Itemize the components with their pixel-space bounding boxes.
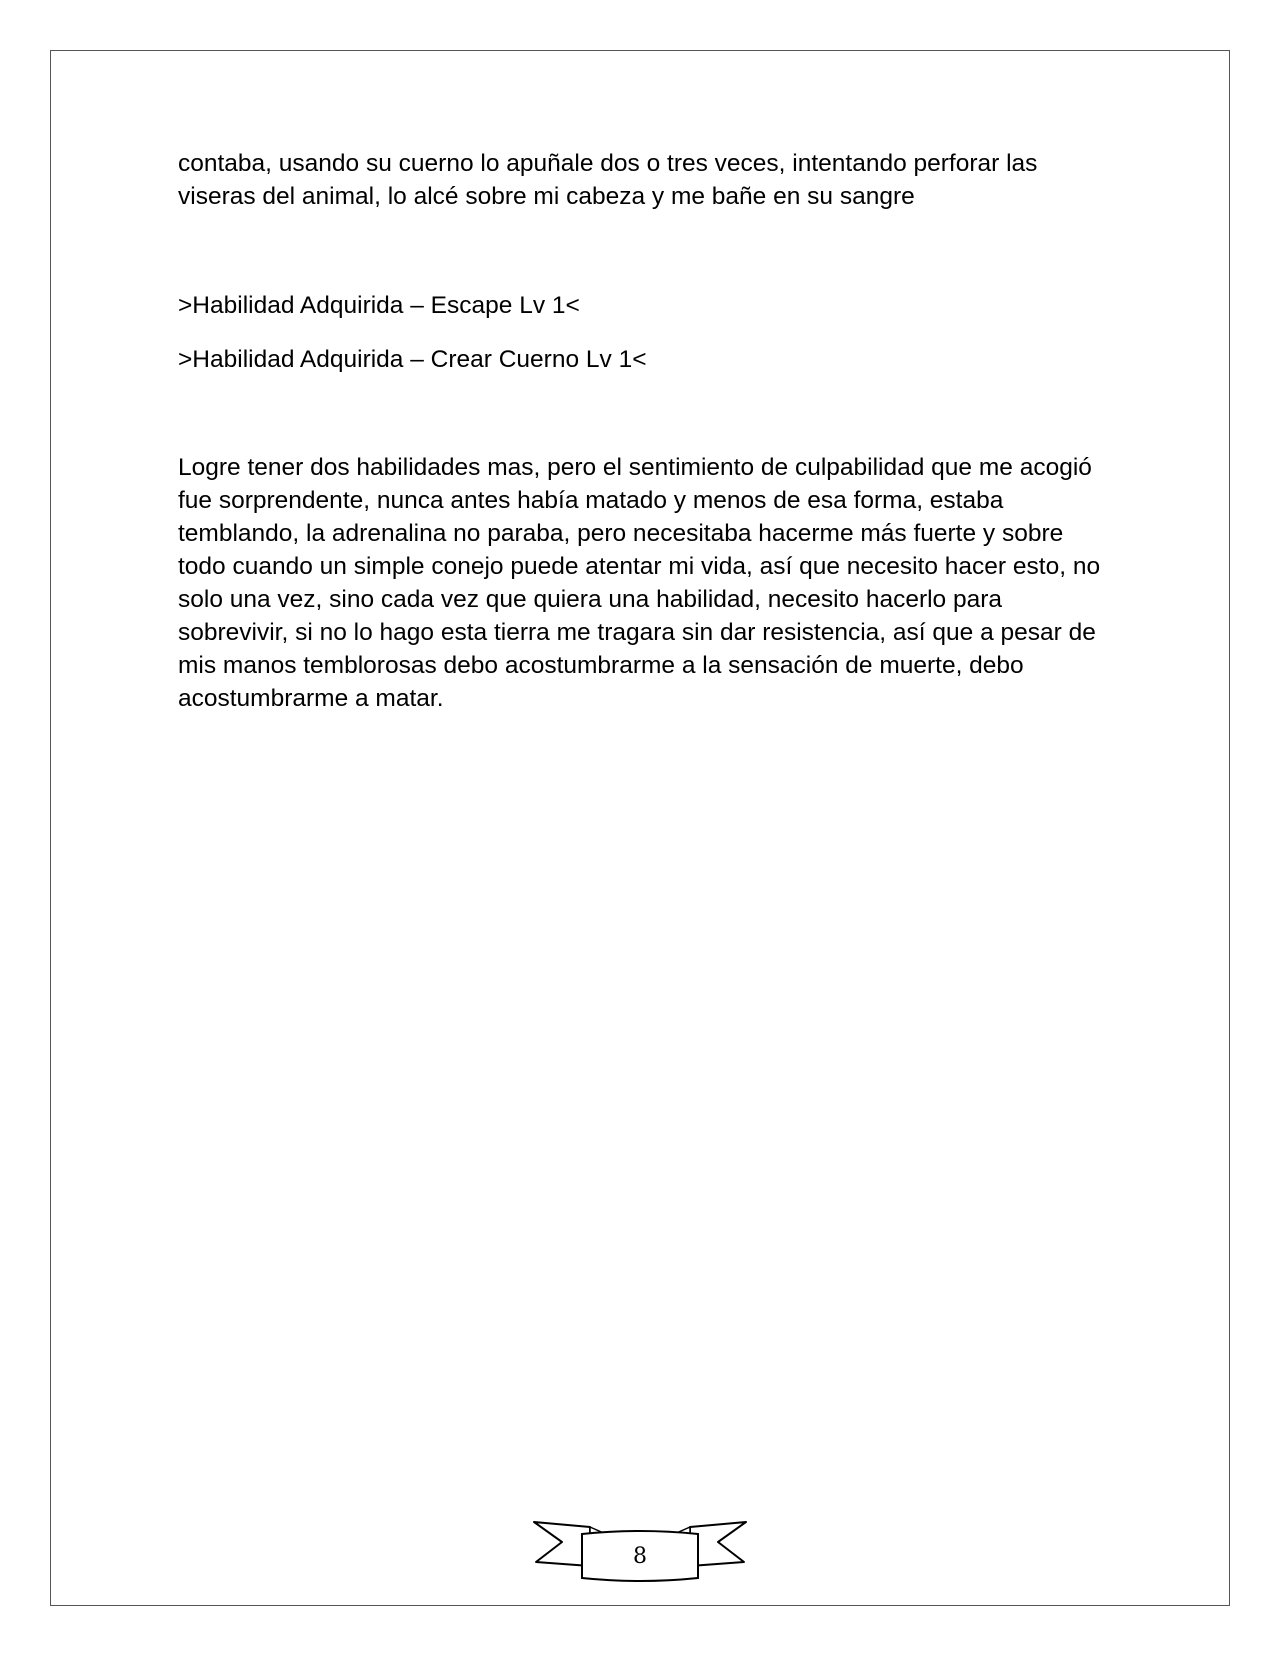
skill-line-crear-cuerno: >Habilidad Adquirida – Crear Cuerno Lv 1< [178, 346, 647, 373]
page-border [50, 50, 1230, 1606]
paragraph-intro: contaba, usando su cuerno lo apuñale dos o tres veces, intentando perforar las viseras del animal, lo alcé sobre mi cabeza y me bañe en su sangre [178, 150, 1038, 210]
page-number-banner [532, 1518, 748, 1588]
paragraph-main: Logre tener dos habilidades mas, pero el sentimiento de culpabilidad que me acogió fue sorprendente, nunca antes había matado y menos de esa forma, estaba temblando, la adrenalina no paraba, pero necesitaba hacerme más fuerte y sobre todo cuando un simple conejo puede atentar mi vida, así que necesito hacer esto, no solo una vez, sino cada vez que quiera una habilidad, necesito hacerlo para sobrevivir, si no lo hago esta tierra me tragara sin dar resistencia, así que a pesar de mis manos temblorosas debo acostumbrarme a la sensación de muerte, debo acostumbrarme a matar. [178, 454, 1101, 712]
page-number: 8 [633, 1544, 647, 1569]
skill-line-escape: >Habilidad Adquirida – Escape Lv 1< [178, 292, 580, 319]
